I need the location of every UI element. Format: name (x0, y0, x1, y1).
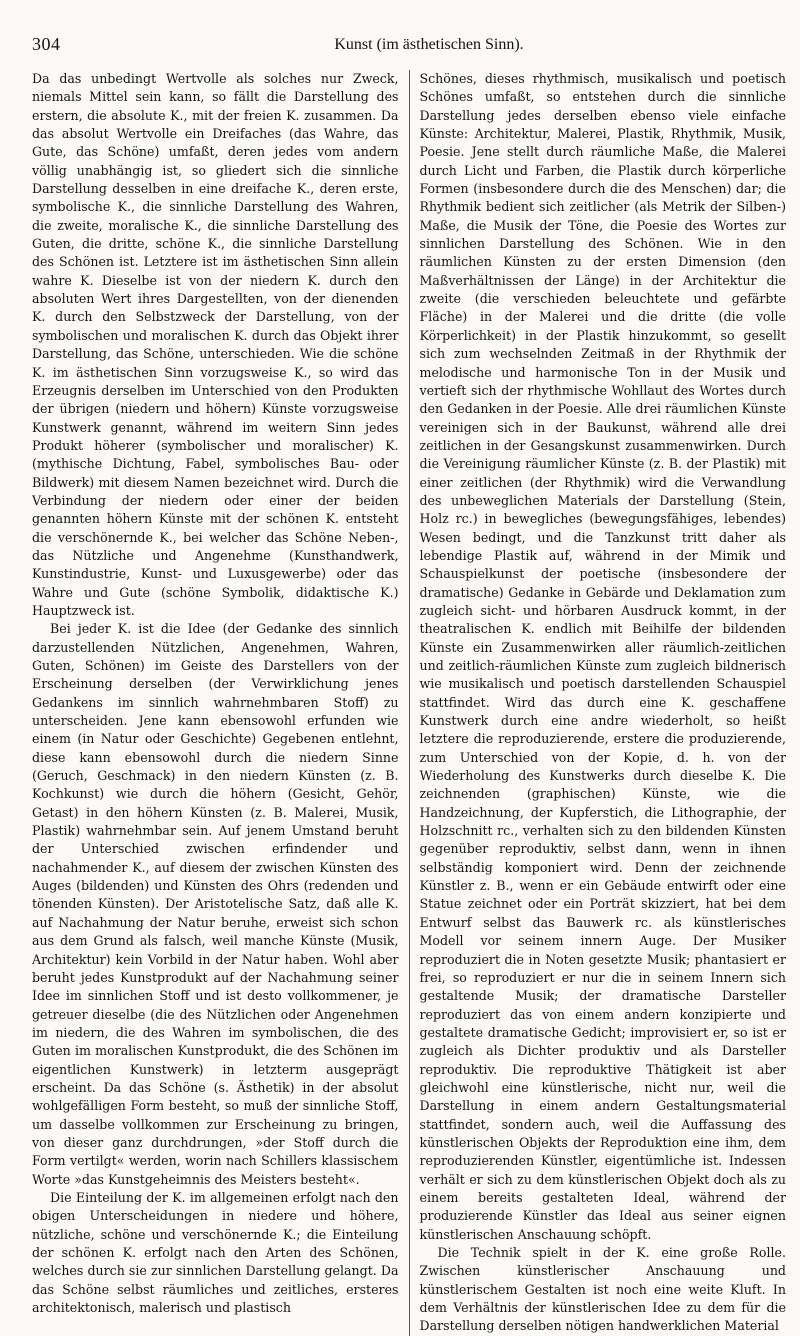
right-column (420, 70, 787, 1336)
running-head: Kunst (im ästhetischen Sinn). (334, 36, 524, 53)
paragraph: Die Technik spielt in der K. eine große Rolle. Zwischen künstlerischer Anschauung und künstlerischem Gestalten ist noch eine weite Kluft. In dem Verhältnis der künstlerischen Idee zu dem für die Darstellung derselben nötigen handwerklichen Material (419, 1245, 786, 1334)
column-divider (409, 70, 410, 1336)
paragraph: Die Einteilung der K. im allgemeinen erfolgt nach den obigen Unterscheidungen in niedere und höhere, nützliche, schöne und verschönernde K.; die Einteilung der schönen K. erfolgt nach den Arten des Schönen, welches durch sie zur sinnlichen Darstellung gelangt. Da das Schöne selbst räumliches und zeitliches, ersteres architektonisch, malerisch und plastisch (32, 1189, 399, 1316)
paragraph: Schönes, dieses rhythmisch, musikalisch und poetisch Schönes umfaßt, so entstehen durch die sinnliche Darstellung jedes derselben ebenso viele einfache Künste: Architektur, Malerei, Plastik, Rhythmik, Musik, Poesie. Jene stellt durch räumliche Maße, die Malerei durch Licht und Farben, die Plastik durch körperliche Formen (insbesondere durch die des Menschen) dar; die Rhythmik bedient sich zeitlicher (als Metrik der Silben-) Maße, die Musik der Töne, die Poesie des Wortes zur sinnlichen Darstellung des Schönen. Wie in den räumlichen Künsten zu der ersten Dimension (den Maßverhältnissen der Länge) in der Architektur die zweite (die verschieden beleuchtete und gefärbte Fläche) in der Malerei und die dritte (die volle Körperlichkeit) in der Plastik hinzukommt, so gesellt sich zum wechselnden Zeitmaß in der Rhythmik der melodische und harmonische Ton in der Musik und vertieft sich der rhythmische Wohllaut des Wortes durch den Gedanken in der Poesie. Alle drei räumlichen Künste vereinigen sich in der Baukunst, während alle drei zeitlichen in der Gesangskunst zusammenwirken. Durch die Vereinigung räumlicher Künste (z. B. der Plastik) mit einer zeitlichen (der Rhythmik) wird die Verwandlung des unbeweglichen Materials der Darstellung (Stein, Holz rc.) in bewegliches (bewegungsfähiges, lebendes) Wesen bedingt, und die Tanzkunst tritt daher als lebendige Plastik auf, während in der Mimik und Schauspielkunst der poetische (insbesondere der dramatische) Gedanke in Gebärde und Deklamation zum zugleich sicht- und hörbaren Ausdruck kommt, in der theatralischen K. endlich mit Beihilfe der bildenden Künste ein Zusammenwirken aller räumlich-zeitlichen und zeitlich-räumlichen Künste zum zugleich bildnerisch wie musikalisch und poetisch darstellenden Schauspiel stattfindet. Wird das durch eine K. geschaffene Kunstwerk durch eine andre wiederholt, so heißt letztere die reproduzierende, erstere die produzierende, zum Unterschied von der Kopie, d. h. von der Wiederholung des Kunstwerks durch dieselbe K. Die zeichnenden (graphischen) Künste, wie die Handzeichnung, der Kupferstich, die Lithographie, der Holzschnitt rc., verhalten sich zu den bildenden Künsten gegenüber reproduktiv, selbst dann, wenn in ihnen selbständig komponiert wird. Denn der zeichnende Künstler z. B., wenn er ein Gebäude entwirft oder eine Statue zeichnet oder ein Porträt skizziert, hat bei dem Entwurf selbst das Bauwerk rc. als künstlerisches Modell vor seinem innern Auge. Der Musiker reproduziert die in Noten gesetzte Musik; phantasiert er frei, so reproduziert er nur die in seinem Innern sich gestaltende Musik; der dramatische Darsteller reproduziert das von einem andern konzipierte und gestaltete dramatische Gedicht; improvisiert er, so ist er zugleich als Dichter produktiv und als Darsteller reproduktiv. Die reproduktive Thätigkeit ist aber gleichwohl eine künstlerische, nicht nur, weil die Darstellung in einem andern Gestaltungsmaterial stattfindet, sondern auch, weil die Auffassung des künstlerischen Objekts der Reproduktion eine ihm, dem reproduzierenden Künstler, eigentümliche ist. Indessen verhält er sich zu dem künstlerischen Objekt doch als zu einem bereits gestalteten Ideal, während der produzierende Künstler das Ideal aus seiner eignen künstlerischen Anschauung schöpft. (419, 71, 786, 1242)
paragraph: Da das unbedingt Wertvolle als solches nur Zweck, niemals Mittel sein kann, so fällt die Darstellung des erstern, die absolute K., mit der freien K. zusammen. Da das absolut Wertvolle ein Dreifaches (das Wahre, das Gute, das Schöne) umfaßt, deren jedes vom andern völlig unabhängig ist, so gliedert sich die sinnliche Darstellung desselben in eine dreifache K., deren erste, symbolische K., die sinnliche Darstellung des Wahren, die zweite, moralische K., die sinnliche Darstellung des Guten, die dritte, schöne K., die sinnliche Darstellung des Schönen ist. Letztere ist im ästhetischen Sinn allein wahre K. Dieselbe ist von der niedern K. durch den absoluten Wert ihres Dargestellten, von der dienenden K. durch den Selbstzweck der Darstellung, von der symbolischen und moralischen K. durch das Objekt ihrer Darstellung, das Schöne, unterschieden. Wie die schöne K. im ästhetischen Sinn vorzugsweise K., so wird das Erzeugnis derselben im Unterschied von den Produkten der übrigen (niedern und höhern) Künste vorzugsweise Kunstwerk genannt, während im weitern Sinn jedes Produkt höherer (symbolischer und moralischer) K. (mythische Dichtung, Fabel, symbolisches Bau- oder Bildwerk) mit diesem Namen bezeichnet wird. Durch die Verbindung der niedern oder einer der beiden genannten höhern Künste mit der schönen K. entsteht die verschönernde K., bei welcher das Schöne Neben-, das Nützliche und Angenehme (Kunsthandwerk, Kunstindustrie, Kunst- und Luxusgewerbe) oder das Wahre und Gute (schöne Symbolik, didaktische K.) Hauptzweck ist. (32, 71, 399, 618)
text-columns (32, 70, 786, 1336)
page-number: 304 (32, 34, 61, 54)
left-column (32, 70, 399, 1336)
paragraph: Bei jeder K. ist die Idee (der Gedanke des sinnlich darzustellenden Nützlichen, Angenehmen, Wahren, Guten, Schönen) im Geiste des Darstellers von der Erscheinung derselben (der Verwirklichung jenes Gedankens im sinnlich wahrnehmbaren Stoff) zu unterscheiden. Jene kann ebensowohl erfunden wie einem (in Natur oder Geschichte) Gegebenen entlehnt, diese kann ebensowohl durch die niedern Sinne (Geruch, Geschmack) in den niedern Künsten (z. B. Kochkunst) wie durch die höhern (Gesicht, Gehör, Getast) in den höhern Künsten (z. B. Malerei, Musik, Plastik) wahrnehmbar sein. Auf jenem Umstand beruht der Unterschied zwischen erfindender und nachahmender K., auf diesem der zwischen Künsten des Auges (bildenden) und Künsten des Ohrs (redenden und tönenden Künsten). Der Aristotelische Satz, daß alle K. auf Nachahmung der Natur beruhe, erweist sich schon aus dem Grund als falsch, weil manche Künste (Musik, Architektur) kein Vorbild in der Natur haben. Wohl aber beruht jedes Kunstprodukt auf der Nachahmung seiner Idee im sinnlichen Stoff und ist desto vollkommener, je getreuer dieselbe (die des Nützlichen oder Angenehmen im niedern, die des Wahren im symbolischen, die des Guten im moralischen Kunstprodukt, die des Schönen im eigentlichen Kunstwerk) in letzterm ausgeprägt erscheint. Da das Schöne (s. Ästhetik) in der absolut wohlgefälligen Form besteht, so muß der sinnliche Stoff, um dasselbe vollkommen zur Erscheinung zu bringen, von dieser ganz durchdrungen, »der Stoff durch die Form vertilgt« werden, worin nach Schillers klassischem Worte »das Kunstgeheimnis des Meisters besteht«. (32, 621, 399, 1187)
page-header (32, 30, 786, 64)
